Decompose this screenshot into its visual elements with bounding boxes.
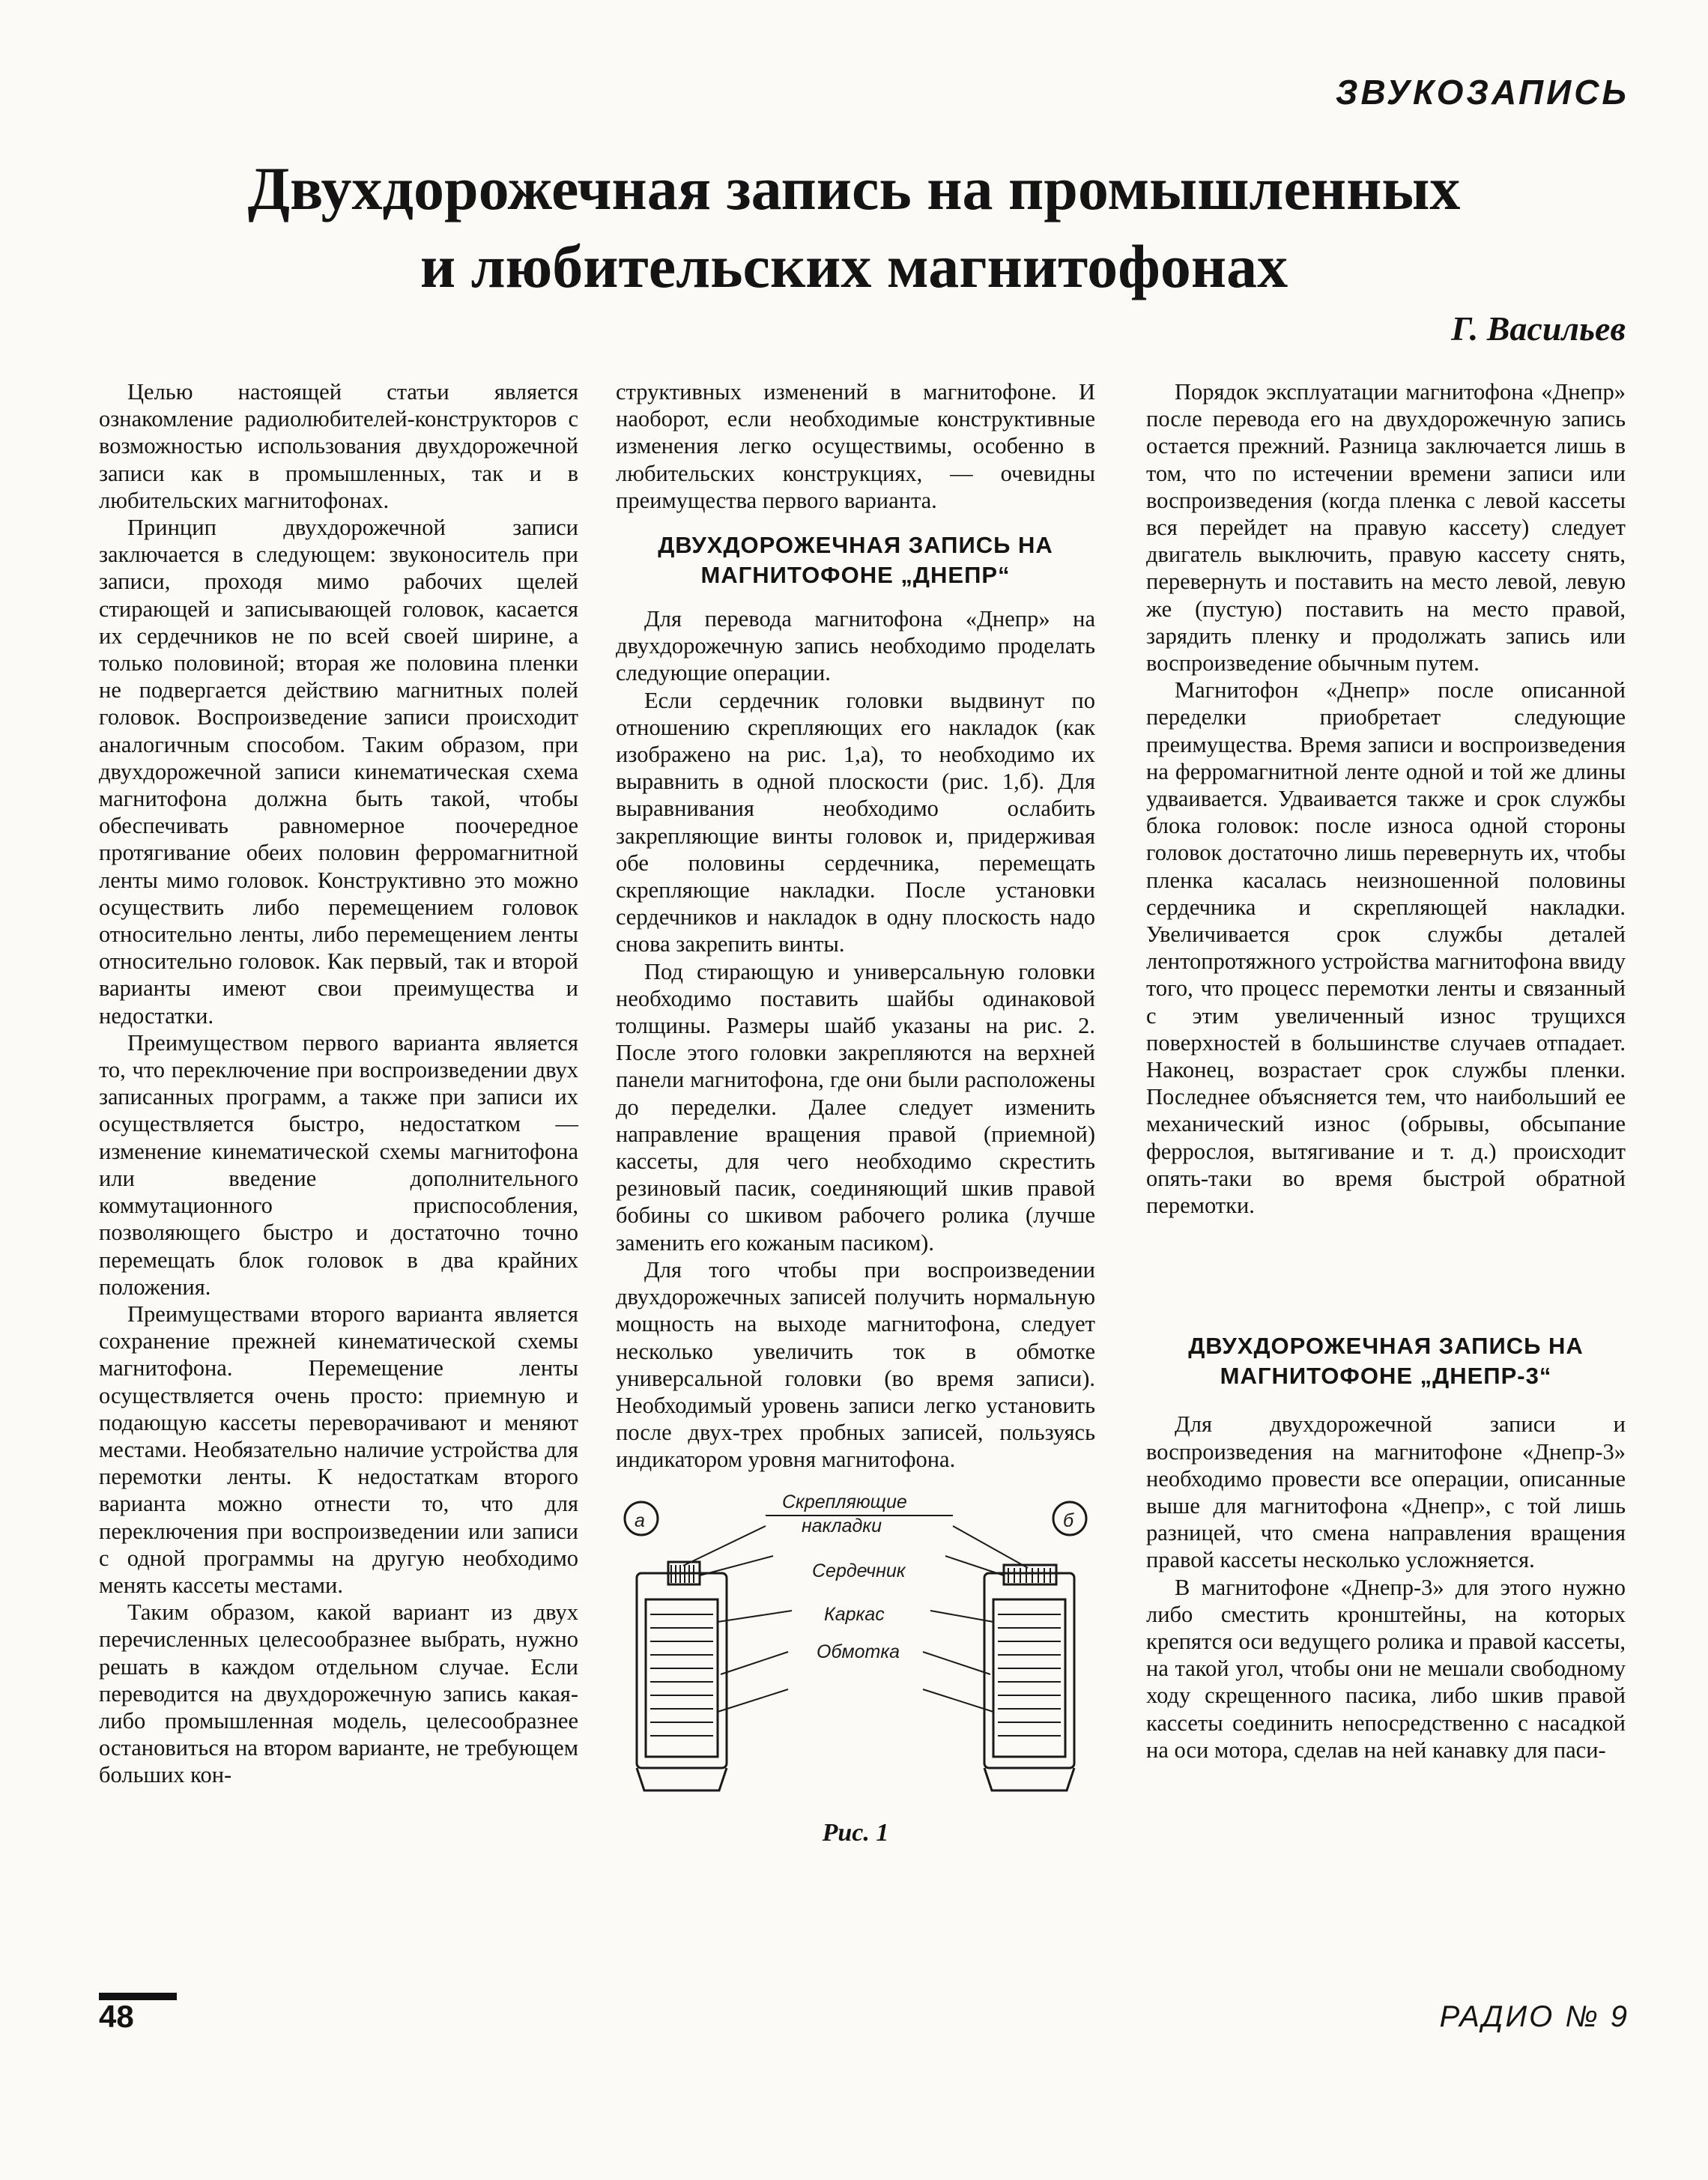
paragraph: Для того чтобы при воспроизведении двухдорожечных записей получить нормальную мощность на выходе магнитофона, следует несколько увеличить ток в обмотке универсальной головки (во время записи). Необходимый уровень записи легко установить после двух-трех пробных записей, пользуясь индикатором уровня магнитофона. — [616, 1256, 1095, 1473]
figure-caption: Рис. 1 — [822, 1818, 889, 1847]
paragraph: В магнитофоне «Днепр-3» для этого нужно либо сместить кронштейны, на которых крепятся оси ведущего ролика и правой кассеты, на такой угол, чтобы они не мешали свободному ходу скрещенного пасика, либо шкив правой кассеты соединить непосредственно с насадкой на оси мотора, сделав на ней канавку для паси- — [1146, 1574, 1626, 1763]
label-nakladki-1: Скрепляющие — [782, 1491, 907, 1513]
author: Г. Васильев — [1451, 309, 1626, 348]
journal-issue: РАДИО № 9 — [1439, 2000, 1629, 2033]
article-title — [112, 150, 1596, 306]
figure-mark-b: б — [1063, 1510, 1074, 1531]
column-2 — [616, 378, 1095, 1847]
figure-1 — [616, 1487, 1095, 1817]
paragraph: Целью настоящей статьи является ознакомление радиолюбителей-конструкторов с возможностью использования двухдорожечной записи как в промышленных, так и в любительских магнитофонах. — [99, 379, 578, 513]
column-3 — [1146, 378, 1626, 1763]
page-number: 48 — [99, 1999, 134, 2034]
paragraph: Магнитофон «Днепр» после описанной переделки приобретает следующие преимущества. Время записи и воспроизведения на ферромагнитной ленте одной и той же длины удваивается. Удваивается также и срок службы блока головок: после износа одной стороны головок достаточно лишь перевернуть их, чтобы пленка касалась неизношенной половины сердечника и скрепляющей накладки. Увеличивается срок службы деталей лентопротяжного устройства магнитофона ввиду того, что процесс перемотки ленты и связанный с этим увеличенный износ трущихся поверхностей в большинстве случаев отпадает. Наконец, возрастает срок службы пленки. Последнее объясняется тем, что наибольший ее механический износ (обрывы, обсыпание феррослоя, вытягивание и т. д.) происходит опять-таки во время быстрой обратной перемотки. — [1146, 677, 1626, 1219]
paragraph: Под стирающую и универсальную головки необходимо поставить шайбы одинаковой толщины. Размеры шайб указаны на рис. 2. После этого головки закрепляются на верхней панели магнитофона, где они были расположены до переделки. Далее следует изменить направление вращения правой (приемной) кассеты, для чего необходимо скрестить резиновый пасик, соединяющий шкив правой бобины со шкивом рабочего ролика (лучше заменить его кожаным пасиком). — [616, 958, 1095, 1256]
label-obmotka: Обмотка — [817, 1641, 900, 1662]
title-line-1: Двухдорожечная запись на промышленных — [247, 154, 1461, 222]
paragraph: Принцип двухдорожечной записи заключается в следующем: звуконоситель при записи, проходя мимо рабочих щелей стирающей и записывающей головок, касается их сердечников не по всей своей ширине, а только половиной; вторая же половина пленки не подвергается действию магнитных полей головок. Воспроизведение записи происходит аналогичным способом. Таким образом, при двухдорожечной записи кинематическая схема магнитофона должна быть такой, чтобы обеспечивать равномерное поочередное протягивание обеих половин ферромагнитной ленты мимо головок. Конструктивно это можно осуществить либо перемещением головок относительно ленты, либо перемещением ленты относительно головок. Как первый, так и второй варианты имеют свои преимущества и недостатки. — [99, 515, 578, 1029]
paragraph: структивных изменений в магнитофоне. И наоборот, если необходимые конструктивные изменения легко осуществимы, особенно в любительских конструкциях, — очевидны преимущества первого варианта. — [616, 379, 1095, 513]
column-1 — [99, 378, 578, 1789]
paragraph: Если сердечник головки выдвинут по отношению скрепляющих его накладок (как изображено на рис. 1,а), то необходимо их выравнить в одной плоскости (рис. 1,б). Для выравнивания необходимо ослабить закрепляющие винты головок и, придерживая обе половины сердечника, перемещать скрепляющие накладки. После установки сердечников и накладок в одну плоскость надо снова закрепить винты. — [616, 687, 1095, 957]
section-heading-dnepr-3: ДВУХДОРОЖЕЧНАЯ ЗАПИСЬ НА МАГНИТОФОНЕ „ДНЕПР-3“ — [1188, 1333, 1584, 1390]
paragraph: Порядок эксплуатации магнитофона «Днепр» после перевода его на двухдорожечную запись остается прежний. Разница заключается лишь в том, что по истечении времени записи или воспроизведения (когда пленка с левой кассеты вся перейдет на правую кассету) следует двигатель выключить, правую кассету снять, перевернуть и поставить на место левой, левую же (пустую) поставить на место правой, зарядить пленку и продолжать запись или воспроизведение обычным путем. — [1146, 379, 1626, 676]
paragraph: Для двухдорожечной записи и воспроизведения на магнитофоне «Днепр-3» необходимо провести все операции, описанные выше для магнитофона «Днепр», с той лишь разницей, что смена направления вращения правой кассеты несколько усложняется. — [1146, 1411, 1626, 1573]
paragraph: Преимуществом первого варианта является то, что переключение при воспроизведении двух записанных программ, а также при записи их осуществляется быстро, недостатком — изменение кинематической схемы магнитофона или введение дополнительного коммутационного приспособления, позволяющего быстро и достаточно точно перемещать блок головок в два крайних положения. — [99, 1029, 578, 1300]
title-line-2: и любительских магнитофонах — [420, 232, 1288, 300]
paragraph: Для перевода магнитофона «Днепр» на двухдорожечную запись необходимо проделать следующие операции. — [616, 606, 1095, 686]
label-karkas: Каркас — [824, 1603, 885, 1625]
paragraph: Таким образом, какой вариант из двух перечисленных целесообразнее выбрать, нужно решать в каждом отдельном случае. Если переводится на двухдорожечную запись какая-либо промышленная модель, целесообразнее остановиться на втором варианте, не требующем больших кон- — [99, 1599, 578, 1788]
label-serdechnik: Сердечник — [812, 1560, 906, 1581]
section-label: ЗВУКОЗАПИСЬ — [1335, 73, 1629, 112]
figure-mark-a: а — [635, 1510, 645, 1531]
section-heading-dnepr: ДВУХДОРОЖЕЧНАЯ ЗАПИСЬ НА МАГНИТОФОНЕ „ДНЕПР“ — [658, 532, 1053, 589]
label-nakladki-2: накладки — [802, 1515, 882, 1536]
paragraph: Преимуществами второго варианта является сохранение прежней кинематической схемы магнитофона. Перемещение ленты осуществляется очень просто: приемную и подающую кассеты переворачивают и меняют местами. Необязательно наличие устройства для перемотки ленты. К недостаткам второго варианта можно отнести то, что для переключения при воспроизведении или записи с одной программы на другую необходимо менять кассеты местами. — [99, 1301, 578, 1598]
